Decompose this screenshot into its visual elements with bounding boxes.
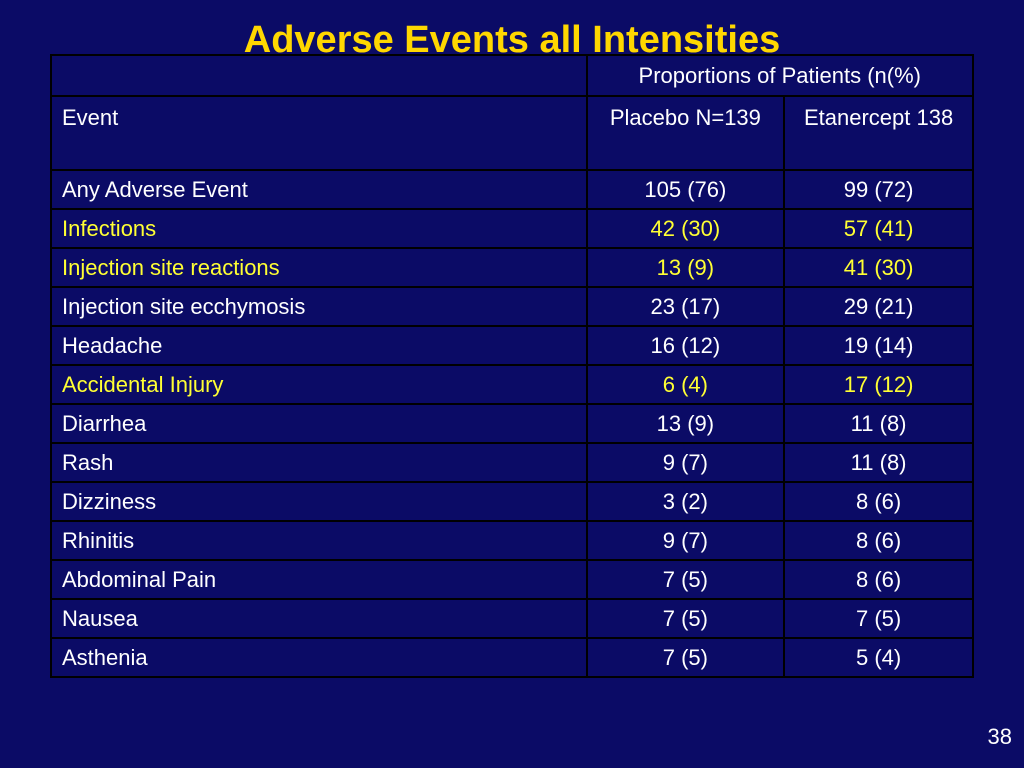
table-row [51,443,973,482]
header-placebo: Placebo N=139 [587,96,785,170]
slide-title: Adverse Events all Intensities [243,19,781,61]
etanercept-cell: 8 (6) [784,482,973,521]
etanercept-cell: 11 (8) [784,404,973,443]
event-cell: Any Adverse Event [51,170,587,209]
placebo-cell: 7 (5) [587,638,785,677]
placebo-cell: 105 (76) [587,170,785,209]
event-cell: Accidental Injury [51,365,587,404]
event-cell: Infections [51,209,587,248]
placebo-cell: 16 (12) [587,326,785,365]
placebo-cell: 7 (5) [587,560,785,599]
placebo-cell: 13 (9) [587,404,785,443]
page-number: 38 [987,724,1012,749]
etanercept-cell: 41 (30) [784,248,973,287]
table-row [51,560,973,599]
table-row [51,521,973,560]
table-header-row [51,96,973,170]
placebo-cell: 13 (9) [587,248,785,287]
placebo-cell: 7 (5) [587,599,785,638]
event-cell: Injection site ecchymosis [51,287,587,326]
table-row [51,482,973,521]
placebo-cell: 9 (7) [587,443,785,482]
etanercept-cell: 57 (41) [784,209,973,248]
placebo-cell: 42 (30) [587,209,785,248]
event-cell: Rhinitis [51,521,587,560]
event-cell: Injection site reactions [51,248,587,287]
event-cell: Asthenia [51,638,587,677]
event-cell: Dizziness [51,482,587,521]
placebo-cell: 9 (7) [587,521,785,560]
adverse-events-table [50,54,974,678]
table-row [51,404,973,443]
etanercept-cell: 29 (21) [784,287,973,326]
etanercept-cell: 99 (72) [784,170,973,209]
etanercept-cell: 5 (4) [784,638,973,677]
table-row [51,248,973,287]
placebo-cell: 3 (2) [587,482,785,521]
table-row [51,287,973,326]
table-row [51,209,973,248]
placebo-cell: 6 (4) [587,365,785,404]
table-row [51,365,973,404]
event-cell: Nausea [51,599,587,638]
event-cell: Abdominal Pain [51,560,587,599]
table-row [51,599,973,638]
event-cell: Rash [51,443,587,482]
table-row [51,638,973,677]
etanercept-cell: 8 (6) [784,560,973,599]
etanercept-cell: 8 (6) [784,521,973,560]
header-etanercept: Etanercept 138 [784,96,973,170]
header-proportions: Proportions of Patients (n(%) [587,55,973,96]
etanercept-cell: 7 (5) [784,599,973,638]
etanercept-cell: 17 (12) [784,365,973,404]
etanercept-cell: 11 (8) [784,443,973,482]
header-event: Event [51,96,587,170]
event-cell: Diarrhea [51,404,587,443]
placebo-cell: 23 (17) [587,287,785,326]
etanercept-cell: 19 (14) [784,326,973,365]
table-row [51,326,973,365]
table-row [51,170,973,209]
event-cell: Headache [51,326,587,365]
